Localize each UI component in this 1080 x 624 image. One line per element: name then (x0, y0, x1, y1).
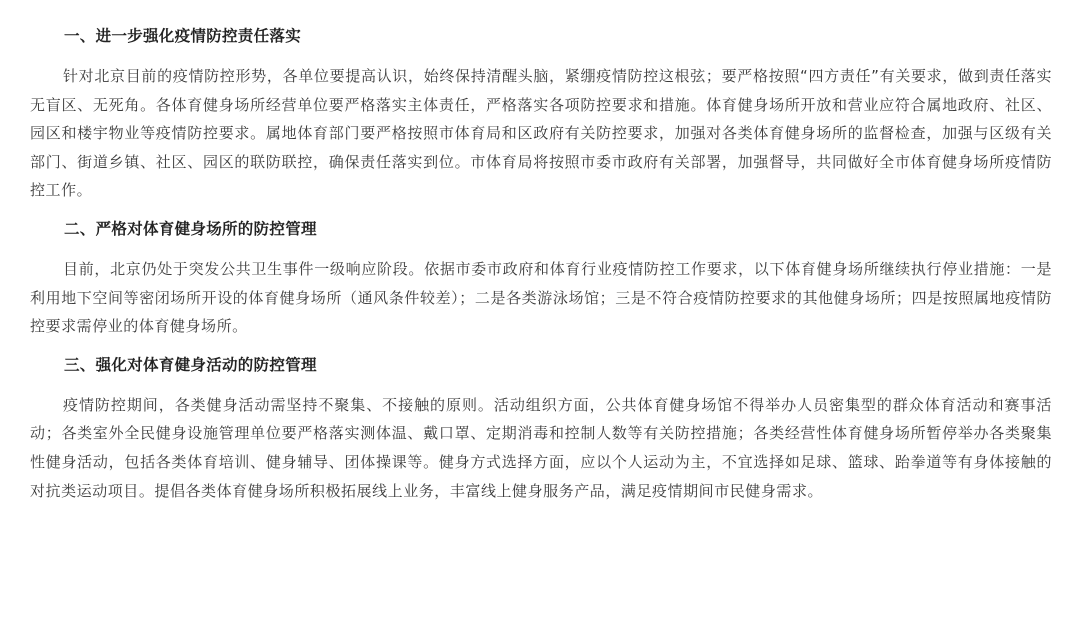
section-activity-management (30, 353, 1052, 505)
section-heading: 二、严格对体育健身场所的防控管理 (64, 219, 317, 238)
section-paragraph: 针对北京目前的疫情防控形势，各单位要提高认识，始终保持清醒头脑，紧绷疫情防控这根弦；要严格按照“四方责任”有关要求，做到责任落实无盲区、无死角。各体育健身场所经营单位要严格落实主体责任，严格落实各项防控要求和措施。体育健身场所开放和营业应符合属地政府、社区、园区和楼宇物业等疫情防控要求。属地体育部门要严格按照市体育局和区政府有关防控要求，加强对各类体育健身场所的监督检查，加强与区级有关部门、街道乡镇、社区、园区的联防联控，确保责任落实到位。市体育局将按照市委市政府有关部署，加强督导，共同做好全市体育健身场所疫情防控工作。 (30, 67, 1052, 200)
section-heading: 三、强化对体育健身活动的防控管理 (64, 355, 317, 374)
section-responsibility (30, 24, 1052, 205)
section-paragraph: 目前，北京仍处于突发公共卫生事件一级响应阶段。依据市委市政府和体育行业疫情防控工作要求，以下体育健身场所继续执行停业措施：一是利用地下空间等密闭场所开设的体育健身场所（通风条件较差）；二是各类游泳场馆；三是不符合疫情防控要求的其他健身场所；四是按照属地疫情防控要求需停业的体育健身场所。 (30, 259, 1052, 336)
section-paragraph: 疫情防控期间，各类健身活动需坚持不聚集、不接触的原则。活动组织方面，公共体育健身场馆不得举办人员密集型的群众体育活动和赛事活动；各类室外全民健身设施管理单位要严格落实测体温、戴口罩、定期消毒和控制人数等有关防控措施；各类经营性体育健身场所暂停举办各类聚集性健身活动，包括各类体育培训、健身辅导、团体操课等。健身方式选择方面，应以个人运动为主，不宜选择如足球、篮球、跆拳道等有身体接触的对抗类运动项目。提倡各类体育健身场所积极拓展线上业务，丰富线上健身服务产品，满足疫情期间市民健身需求。 (30, 395, 1052, 500)
section-heading: 一、进一步强化疫情防控责任落实 (64, 27, 302, 45)
section-venue-management (30, 217, 1052, 341)
